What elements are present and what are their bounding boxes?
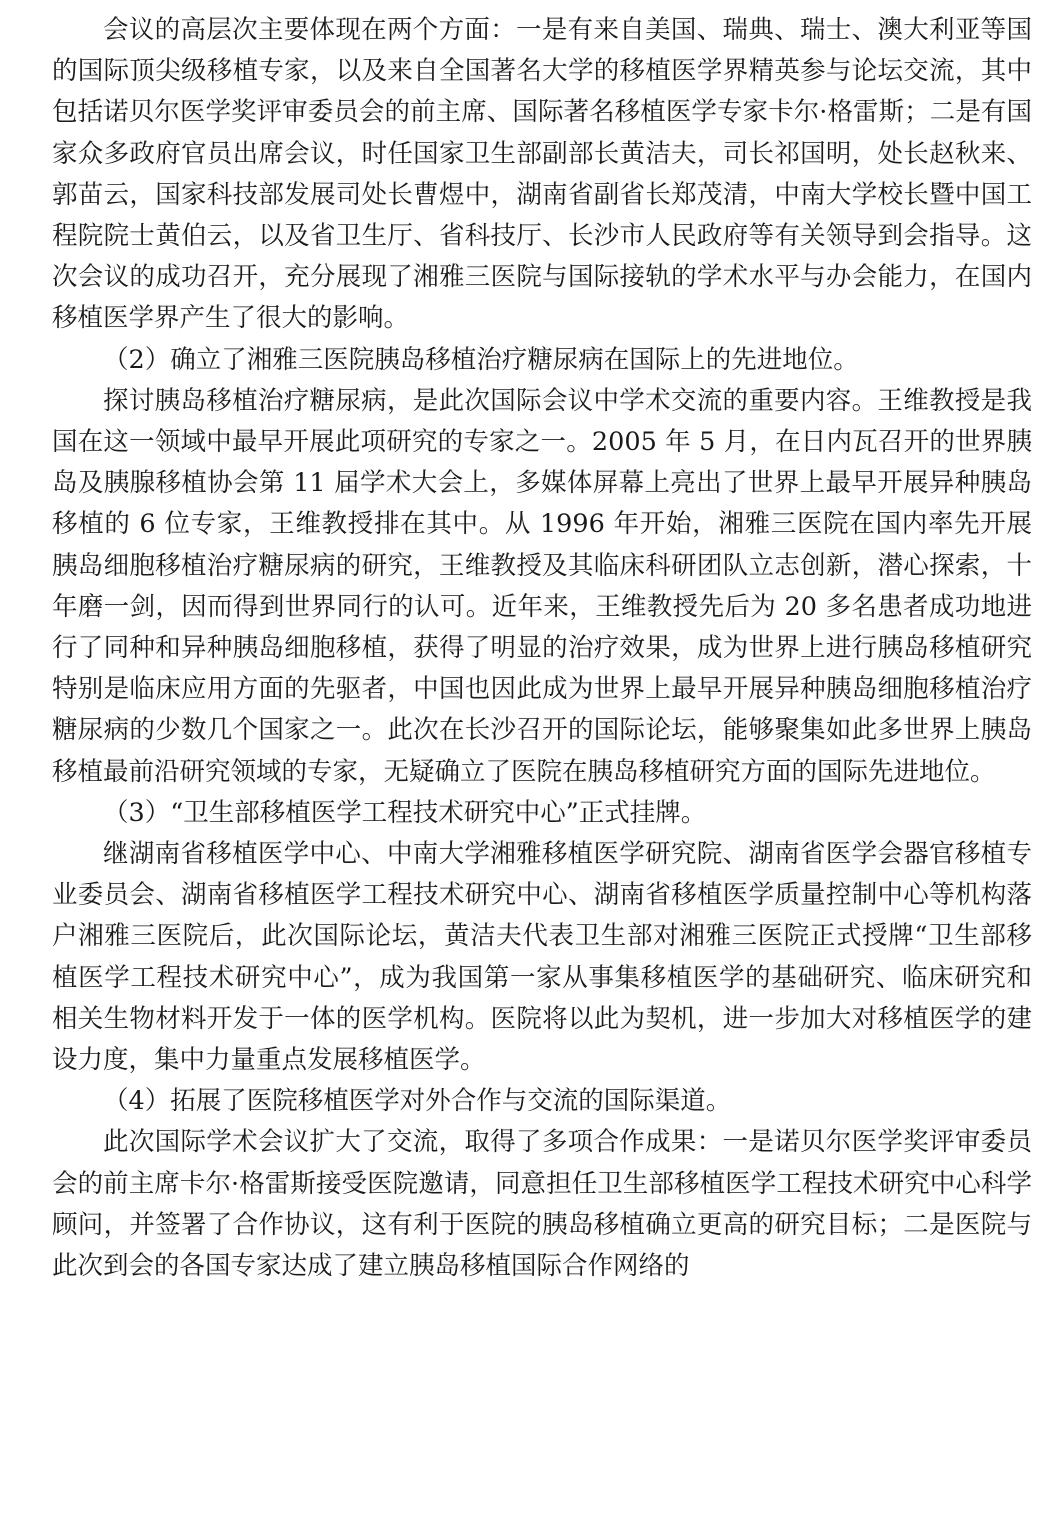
paragraph-research-center: 继湖南省移植医学中心、中南大学湘雅移植医学研究院、湖南省医学会器官移植专业委员会、湖南省移植医学工程技术研究中心、湖南省移植医学质量控制中心等机构落户湘雅三医院后，此次国际论坛，黄洁夫代表卫生部对湘雅三医院正式授牌“卫生部移植医学工程技术研究中心”，成为我国第一家从事集移植医学的基础研究、临床研究和相关生物材料开发于一体的医学机构。医院将以此为契机，进一步加大对移植医学的建设力度，集中力量重点发展移植医学。 (52, 839, 1032, 1076)
section-heading-2: （2）确立了湘雅三医院胰岛移植治疗糖尿病在国际上的先进地位。 (103, 344, 859, 375)
section-heading-4: （4）拓展了医院移植医学对外合作与交流的国际渠道。 (103, 1086, 732, 1117)
paragraph-conference-level: 会议的高层次主要体现在两个方面：一是有来自美国、瑞典、瑞士、澳大利亚等国的国际顶尖级移植专家，以及来自全国著名大学的移植医学界精英参与论坛交流，其中包括诺贝尔医学奖评审委员会的前主席、国际著名移植医学专家卡尔·格雷斯；二是有国家众多政府官员出席会议，时任国家卫生部副部长黄洁夫，司长祁国明，处长赵秋来、郭苗云，国家科技部发展司处长曹煜中，湖南省副省长郑茂清，中南大学校长暨中国工程院院士黄伯云，以及省卫生厅、省科技厅、长沙市人民政府等有关领导到会指导。这次会议的成功召开，充分展现了湘雅三医院与国际接轨的学术水平与办会能力，在国内移植医学界产生了很大的影响。 (52, 15, 1032, 334)
document-page (52, 10, 1032, 1287)
paragraph-islet-transplant: 探讨胰岛移植治疗糖尿病，是此次国际会议中学术交流的重要内容。王维教授是我国在这一领域中最早开展此项研究的专家之一。2005 年 5 月，在日内瓦召开的世界胰岛及胰腺移植协会第 11 届学术大会上，多媒体屏幕上亮出了世界上最早开展异种胰岛移植的 6 位专家，王维教授排在其中。从 1996 年开始，湘雅三医院在国内率先开展胰岛细胞移植治疗糖尿病的研究，王维教授及其临床科研团队立志创新，潜心探索，十年磨一剑，因而得到世界同行的认可。近年来，王维教授先后为 20 多名患者成功地进行了同种和异种胰岛细胞移植，获得了明显的治疗效果，成为世界上进行胰岛移植研究特别是临床应用方面的先驱者，中国也因此成为世界上最早开展异种胰岛细胞移植治疗糖尿病的少数几个国家之一。此次在长沙召开的国际论坛，能够聚集如此多世界上胰岛移植最前沿研究领域的专家，无疑确立了医院在胰岛移植研究方面的国际先进地位。 (52, 385, 1032, 787)
section-heading-3: （3）“卫生部移植医学工程技术研究中心”正式挂牌。 (103, 797, 707, 828)
paragraph-cooperation: 此次国际学术会议扩大了交流，取得了多项合作成果：一是诺贝尔医学奖评审委员会的前主席卡尔·格雷斯接受医院邀请，同意担任卫生部移植医学工程技术研究中心科学顾问，并签署了合作协议，这有利于医院的胰岛移植确立更高的研究目标；二是医院与此次到会的各国专家达成了建立胰岛移植国际合作网络的 (52, 1127, 1032, 1282)
